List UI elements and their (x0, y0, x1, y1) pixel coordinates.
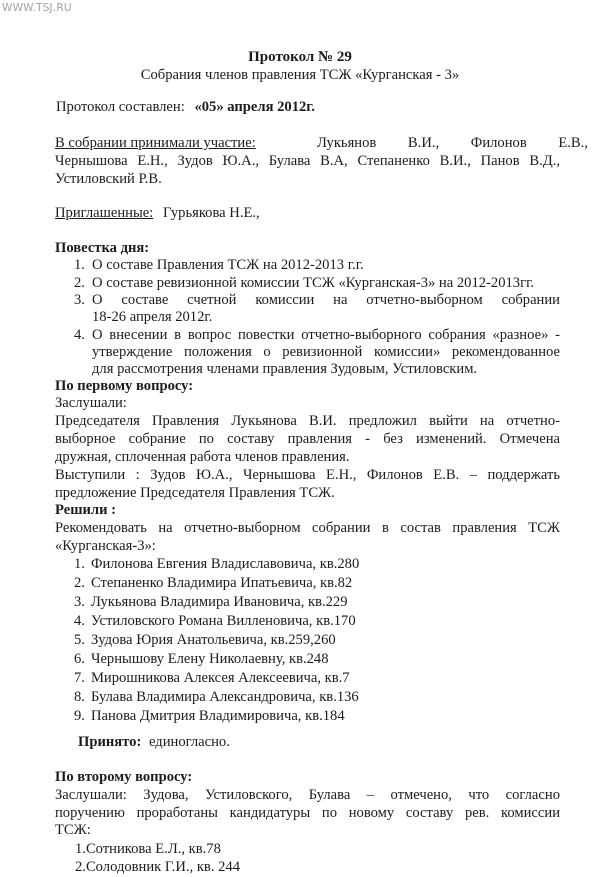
list-item: 7. Мирошникова Алексея Алексеевича, кв.7 (74, 670, 350, 686)
agenda-item (74, 327, 560, 377)
invited-line (55, 205, 260, 223)
composed-label: Протокол составлен: (56, 99, 185, 115)
q1-heading: По первому вопросу: (55, 378, 194, 394)
agenda-item-text: О составе Правления ТСЖ на 2012-2013 г.г. (92, 257, 364, 273)
candidate-item: 1.Сотникова Е.Л., кв.78 (75, 841, 221, 857)
q1-spoke-line: предложение Председателя Правления ТСЖ. (55, 485, 335, 501)
invited-label: Приглашенные: (55, 205, 154, 221)
agenda-heading: Повестка дня: (55, 240, 150, 256)
accepted-value: единогласно. (148, 734, 230, 750)
candidate-item: 2.Солодовник Г.И., кв. 244 (75, 859, 241, 875)
q1-decided-heading: Решили : (55, 502, 117, 518)
q1-accepted (78, 734, 230, 752)
watermark: WWW.TSJ.RU (2, 2, 72, 14)
attendance-label: В собрании принимали участие: (55, 135, 256, 151)
agenda-item (74, 292, 560, 325)
list-item: 4. Устиловского Романа Вилленовича, кв.170 (74, 613, 356, 629)
q2-text-line: поручению проработаны кандидатуры по новому составу рев. комиссии (55, 805, 560, 821)
attendance-line-1 (55, 135, 588, 153)
agenda-item (74, 275, 535, 293)
agenda-item-number: 2. (74, 275, 85, 291)
attendance-names-1: Лукьянов В.И., Филонов Е.В., (317, 135, 588, 151)
agenda-item-text: утверждение положения о ревизионной комиссии» рекомендованное (92, 344, 560, 360)
list-item: 2. Степаненко Владимира Ипатьевича, кв.82 (74, 575, 353, 591)
agenda-item-text: О составе ревизионной комиссии ТСЖ «Курганская-3» на 2012-2013гг. (92, 275, 535, 291)
q2-text-line: Заслушали: Зудова, Устиловского, Булава – отмечено, что согласно (55, 787, 560, 803)
q2-heading: По второму вопросу: (55, 769, 193, 785)
attendance-names-3: Устиловский Р.В. (55, 171, 162, 187)
invited-names: Гурьякова Н.Е., (162, 205, 260, 221)
q1-text-line: дружная, сплоченная работа членов правления. (55, 449, 350, 465)
q1-text-line: выборное собрание по составу правления - без изменений. Отмечена (55, 431, 560, 447)
q1-heard-label: Заслушали: (55, 395, 127, 411)
attendance-names-2: Чернышова Е.Н., Зудов Ю.А., Булава В.А, Степаненко В.И., Панов В.Д., (55, 153, 560, 169)
agenda-item-number: 1. (74, 257, 85, 273)
list-item: 3. Лукьянова Владимира Ивановича, кв.229 (74, 594, 348, 610)
agenda-item-text: О внесении в вопрос повестки отчетно-выборного собрания «разное» - (92, 327, 560, 343)
list-item: 9. Панова Дмитрия Владимировича, кв.184 (74, 708, 345, 724)
q1-spoke-line: Выступили : Зудов Ю.А., Чернышова Е.Н., Филонов Е.В. – поддержать (55, 467, 560, 483)
list-item: 5. Зудова Юрия Анатольевича, кв.259,260 (74, 632, 336, 648)
agenda-item-text: 18-26 апреля 2012г. (92, 309, 213, 325)
list-item: 1. Филонова Евгения Владиславовича, кв.280 (74, 556, 360, 572)
document-subtitle: Собрания членов правления ТСЖ «Курганская - 3» (140, 67, 460, 83)
agenda-item-text: О составе счетной комиссии на отчетно-выборном собрании (92, 292, 560, 308)
q1-recommend-line: Рекомендовать на отчетно-выборном собрании в состав правления ТСЖ (55, 520, 560, 536)
agenda-item-number: 3. (74, 292, 85, 308)
composed-date: «05» апреля 2012г. (194, 99, 315, 115)
list-item: 6. Чернышову Елену Николаевну, кв.248 (74, 651, 329, 667)
q1-text-line: Председателя Правления Лукьянова В.И. предложил выйти на отчетно- (55, 413, 560, 429)
agenda-item (74, 257, 364, 275)
composed-line (56, 99, 315, 117)
q1-recommend-line: «Курганская-3»: (55, 538, 156, 554)
document-title: Протокол № 29 (248, 49, 352, 65)
q2-text-line: ТСЖ: (55, 822, 91, 838)
accepted-label: Принято: (78, 734, 142, 750)
agenda-item-number: 4. (74, 327, 85, 343)
list-item: 8. Булава Владимира Александровича, кв.136 (74, 689, 359, 705)
agenda-item-text: для рассмотрения членами правления Зудовым, Устиловским. (92, 361, 478, 377)
